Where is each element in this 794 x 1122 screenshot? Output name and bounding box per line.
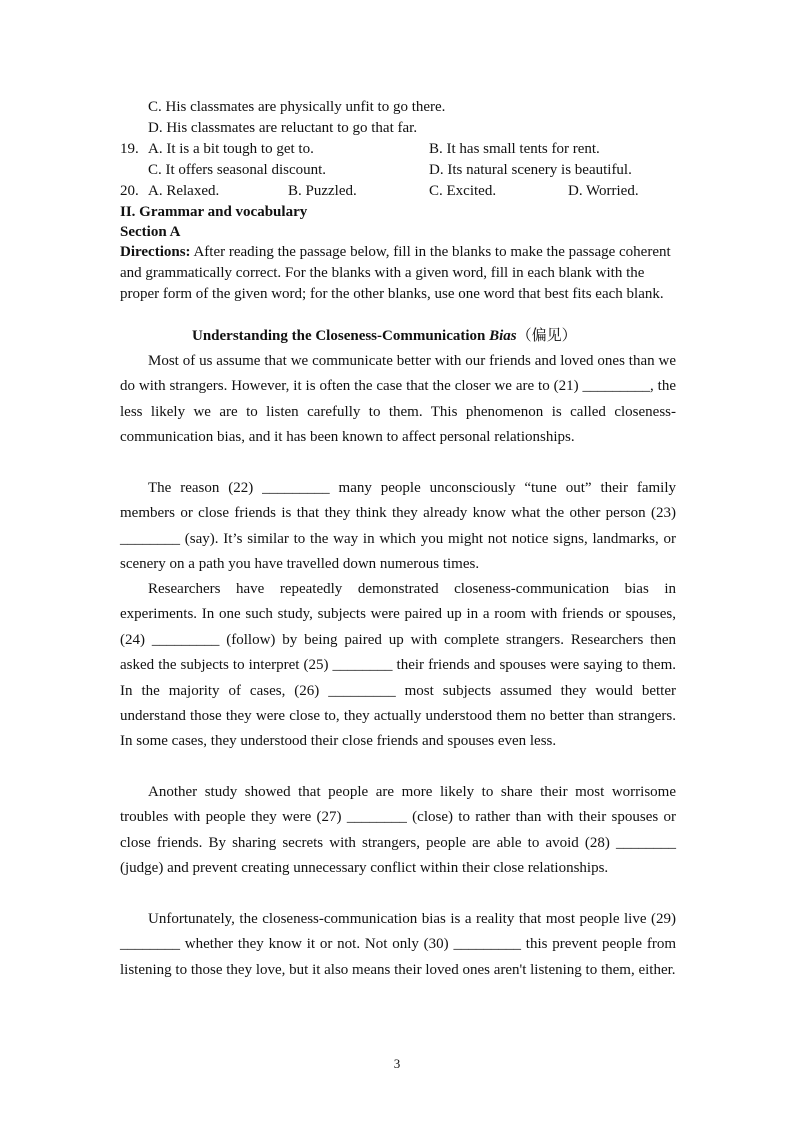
q19-option-c: C. It offers seasonal discount. bbox=[148, 162, 327, 178]
directions-label: Directions: bbox=[120, 244, 191, 260]
directions-text: After reading the passage below, fill in the blanks to make the passage coherent and grammatically correct. For the blanks with a given word, fill in each blank with the proper form of the given word; for the other blanks, use one word that best fits each blank. bbox=[120, 244, 671, 302]
q20-option-c: C. Excited. bbox=[429, 183, 497, 199]
passage-paragraph-2: The reason (22) _________ many people unconsciously “tune out” their family members or close friends is that they think they already know what the other person (23) ________ (say). It’s similar to the way in which you might not notice signs, landmarks, or scenery on a path you have travelled down numerous times. bbox=[120, 480, 676, 573]
section-heading: II. Grammar and vocabulary bbox=[120, 204, 308, 220]
directions bbox=[120, 242, 680, 304]
page-number: 3 bbox=[393, 1056, 401, 1071]
q20-option-b: B. Puzzled. bbox=[288, 183, 357, 199]
subsection-heading: Section A bbox=[120, 224, 181, 240]
passage-title-bias: Bias bbox=[489, 328, 517, 344]
passage-paragraph-3: Researchers have repeatedly demonstrated closeness-communication bias in experiments. In one such study, subjects were paired up in a room with friends or spouses, (24) _________ (follow) by being paired up with complete strangers. Researchers then asked the subjects to interpret (25) ________ their friends and spouses were saying to them. In the majority of cases, (26) _________ most subjects assumed they would better understand those they were close to, they actually understood them no better than strangers. In some cases, they understood their close friends and spouses even less. bbox=[120, 581, 676, 750]
q19-option-d: D. Its natural scenery is beautiful. bbox=[429, 162, 632, 178]
passage-title-main: Understanding the Closeness-Communication bbox=[192, 328, 490, 344]
q19-option-a: A. It is a bit tough to get to. bbox=[148, 141, 314, 157]
passage-title-cn: （偏见） bbox=[516, 328, 577, 344]
passage-paragraph-1: Most of us assume that we communicate better with our friends and loved ones than we do with strangers. However, it is often the case that the closer we are to (21) _________, the less likely we are to listen carefully to them. This phenomenon is called closeness-communication bias, and it has been known to affect personal relationships. bbox=[120, 353, 676, 446]
q20-number: 20. bbox=[120, 183, 139, 199]
passage-paragraph-4: Another study showed that people are more likely to share their most worrisome troubles with people they were (27) ________ (close) to rather than with their spouses or close friends. By sharing secrets with strangers, people are able to avoid (28) ________ (judge) and prevent creating unnecessary conflict within their close relationships. bbox=[120, 784, 676, 877]
q18-option-c: C. His classmates are physically unfit to go there. bbox=[148, 99, 446, 115]
q19-option-b: B. It has small tents for rent. bbox=[429, 141, 600, 157]
q19-number: 19. bbox=[120, 141, 139, 157]
q20-option-d: D. Worried. bbox=[568, 183, 639, 199]
q20-option-a: A. Relaxed. bbox=[148, 183, 220, 199]
passage-paragraph-5: Unfortunately, the closeness-communication bias is a reality that most people live (29) ________ whether they know it or not. Not only (30) _________ this prevent people from listening to those they love, but it also means their loved ones aren't listening to them, either. bbox=[120, 911, 676, 978]
passage-title bbox=[192, 326, 577, 346]
q18-option-d: D. His classmates are reluctant to go that far. bbox=[148, 120, 418, 136]
